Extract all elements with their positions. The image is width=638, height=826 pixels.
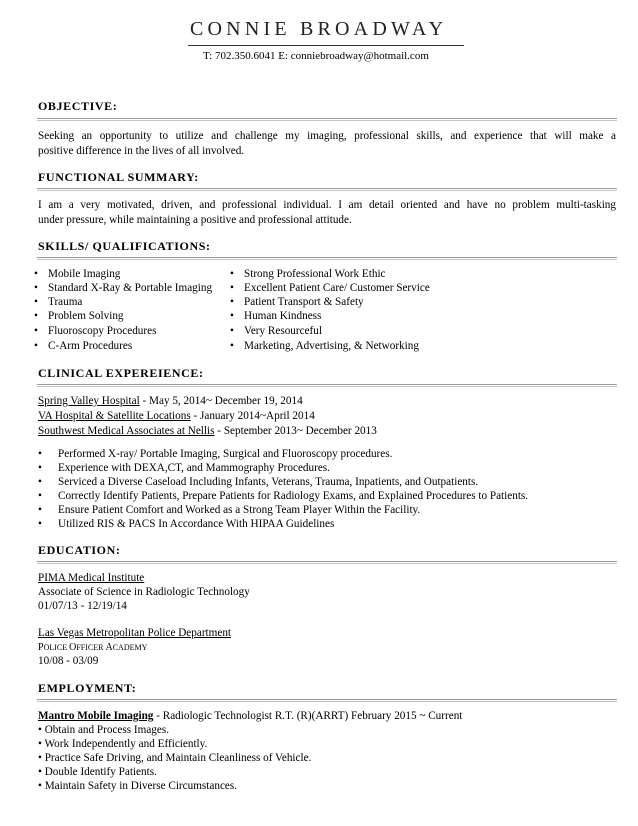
section-divider	[37, 257, 617, 258]
bullet: •	[38, 490, 42, 502]
duty-text: Experience with DEXA,CT, and Mammography Procedures.	[58, 462, 330, 474]
summary-text-line-2: under pressure, while maintaining a positive and professional attitude.	[38, 214, 352, 226]
site-dates: - May 5, 2014~ December 19, 2014	[139, 395, 303, 407]
bullet: •	[38, 462, 42, 474]
employment-duty: • Obtain and Process Images.	[38, 724, 169, 736]
skill-item	[230, 282, 430, 294]
skill-label: Very Resourceful	[244, 325, 322, 337]
role-and-dates: - Radiologic Technologist R.T. (R)(ARRT) February 2015 ~ Current	[153, 710, 463, 722]
employment-heading: EMPLOYMENT:	[38, 681, 137, 695]
duty-text: Ensure Patient Comfort and Worked as a Strong Team Player Within the Facility.	[58, 504, 421, 516]
bullet: •	[38, 476, 42, 488]
clinical-site	[38, 410, 315, 422]
summary-text-line-1: I am a very motivated, driven, and professional individual. I am detail oriented and have no problem multi-tasking	[38, 199, 616, 211]
section-divider	[37, 384, 617, 385]
bullet: •	[38, 448, 42, 460]
contact-line: T: 702.350.6041 E: conniebroadway@hotmail.com	[203, 50, 429, 62]
section-divider	[37, 118, 617, 119]
site-name: VA Hospital & Satellite Locations	[38, 410, 191, 422]
section-divider	[37, 699, 617, 700]
clinical-heading: CLINICAL EXPEREIENCE:	[38, 366, 204, 380]
bullet: •	[230, 268, 234, 280]
bullet: •	[38, 504, 42, 516]
site-name: Spring Valley Hospital	[38, 395, 140, 407]
skill-item	[230, 325, 322, 337]
bullet: •	[34, 325, 38, 337]
skill-item	[34, 268, 120, 280]
education-dates: 10/08 - 03/09	[38, 655, 99, 667]
section-divider	[37, 561, 617, 562]
bullet: •	[230, 340, 234, 352]
skill-item	[230, 268, 386, 280]
skill-item	[34, 340, 132, 352]
skill-label: Problem Solving	[48, 310, 124, 322]
bullet: •	[230, 296, 234, 308]
skill-item	[34, 325, 156, 337]
bullet: •	[34, 310, 38, 322]
bullet: •	[34, 296, 38, 308]
skill-item	[230, 296, 364, 308]
clinical-duty	[38, 462, 330, 474]
employment-duty: • Double Identify Patients.	[38, 766, 157, 778]
site-dates: - January 2014~April 2014	[190, 410, 315, 422]
functional-summary-heading: FUNCTIONAL SUMMARY:	[38, 170, 199, 184]
clinical-site	[38, 395, 303, 407]
duty-text: Serviced a Diverse Caseload Including Infants, Veterans, Trauma, Inpatients, and Outpatients.	[58, 476, 479, 488]
site-name: Southwest Medical Associates at Nellis	[38, 425, 215, 437]
duty-text: Performed X-ray/ Portable Imaging, Surgical and Fluoroscopy procedures.	[58, 448, 393, 460]
name-underline	[188, 45, 464, 46]
skill-label: Excellent Patient Care/ Customer Service	[244, 282, 430, 294]
skill-label: Patient Transport & Safety	[244, 296, 364, 308]
education-heading: EDUCATION:	[38, 543, 121, 557]
employment-duty: • Maintain Safety in Diverse Circumstances.	[38, 780, 238, 792]
employer-name: Mantro Mobile Imaging	[38, 710, 154, 722]
skill-label: Human Kindness	[244, 310, 322, 322]
bullet: •	[38, 518, 42, 530]
clinical-duty	[38, 518, 334, 530]
degree: Associate of Science in Radiologic Technology	[38, 586, 250, 598]
site-dates: - September 2013~ December 2013	[214, 425, 377, 437]
school-name: Las Vegas Metropolitan Police Department	[38, 627, 232, 639]
skill-item	[34, 282, 212, 294]
bullet: •	[230, 325, 234, 337]
skill-label: C-Arm Procedures	[48, 340, 133, 352]
skill-label: Trauma	[48, 296, 83, 308]
bullet: •	[34, 268, 38, 280]
bullet: •	[230, 282, 234, 294]
program-name: POLICE OFFICER ACADEMY	[38, 642, 148, 653]
candidate-name: CONNIE BROADWAY	[190, 18, 448, 40]
bullet: •	[230, 310, 234, 322]
skill-label: Strong Professional Work Ethic	[244, 268, 386, 280]
skill-item	[230, 340, 419, 352]
employment-duty: • Work Independently and Efficiently.	[38, 738, 208, 750]
duty-text: Correctly Identify Patients, Prepare Patients for Radiology Exams, and Explained Procedures to Patients.	[58, 490, 529, 502]
clinical-duty	[38, 448, 392, 460]
skill-item	[230, 310, 321, 322]
employment-entry	[38, 710, 462, 722]
skill-label: Marketing, Advertising, & Networking	[244, 340, 419, 352]
clinical-duty	[38, 476, 478, 488]
skill-item	[34, 296, 82, 308]
skill-item	[34, 310, 124, 322]
objective-text-line-1: Seeking an opportunity to utilize and challenge my imaging, professional skills, and experience that will make a	[38, 130, 616, 142]
education-dates: 01/07/13 - 12/19/14	[38, 600, 127, 612]
clinical-duty	[38, 490, 528, 502]
employment-duty: • Practice Safe Driving, and Maintain Cleanliness of Vehicle.	[38, 752, 312, 764]
skill-label: Fluoroscopy Procedures	[48, 325, 157, 337]
objective-heading: OBJECTIVE:	[38, 99, 118, 113]
bullet: •	[34, 282, 38, 294]
skill-label: Mobile Imaging	[48, 268, 121, 280]
bullet: •	[34, 340, 38, 352]
clinical-duty	[38, 504, 420, 516]
section-divider	[37, 188, 617, 189]
clinical-site	[38, 425, 377, 437]
objective-text-line-2: positive difference in the lives of all involved.	[38, 145, 245, 157]
duty-text: Utilized RIS & PACS In Accordance With HIPAA Guidelines	[58, 518, 335, 530]
skills-heading: SKILLS/ QUALIFICATIONS:	[38, 239, 211, 253]
skill-label: Standard X-Ray & Portable Imaging	[48, 282, 213, 294]
school-name: PIMA Medical Institute	[38, 572, 145, 584]
